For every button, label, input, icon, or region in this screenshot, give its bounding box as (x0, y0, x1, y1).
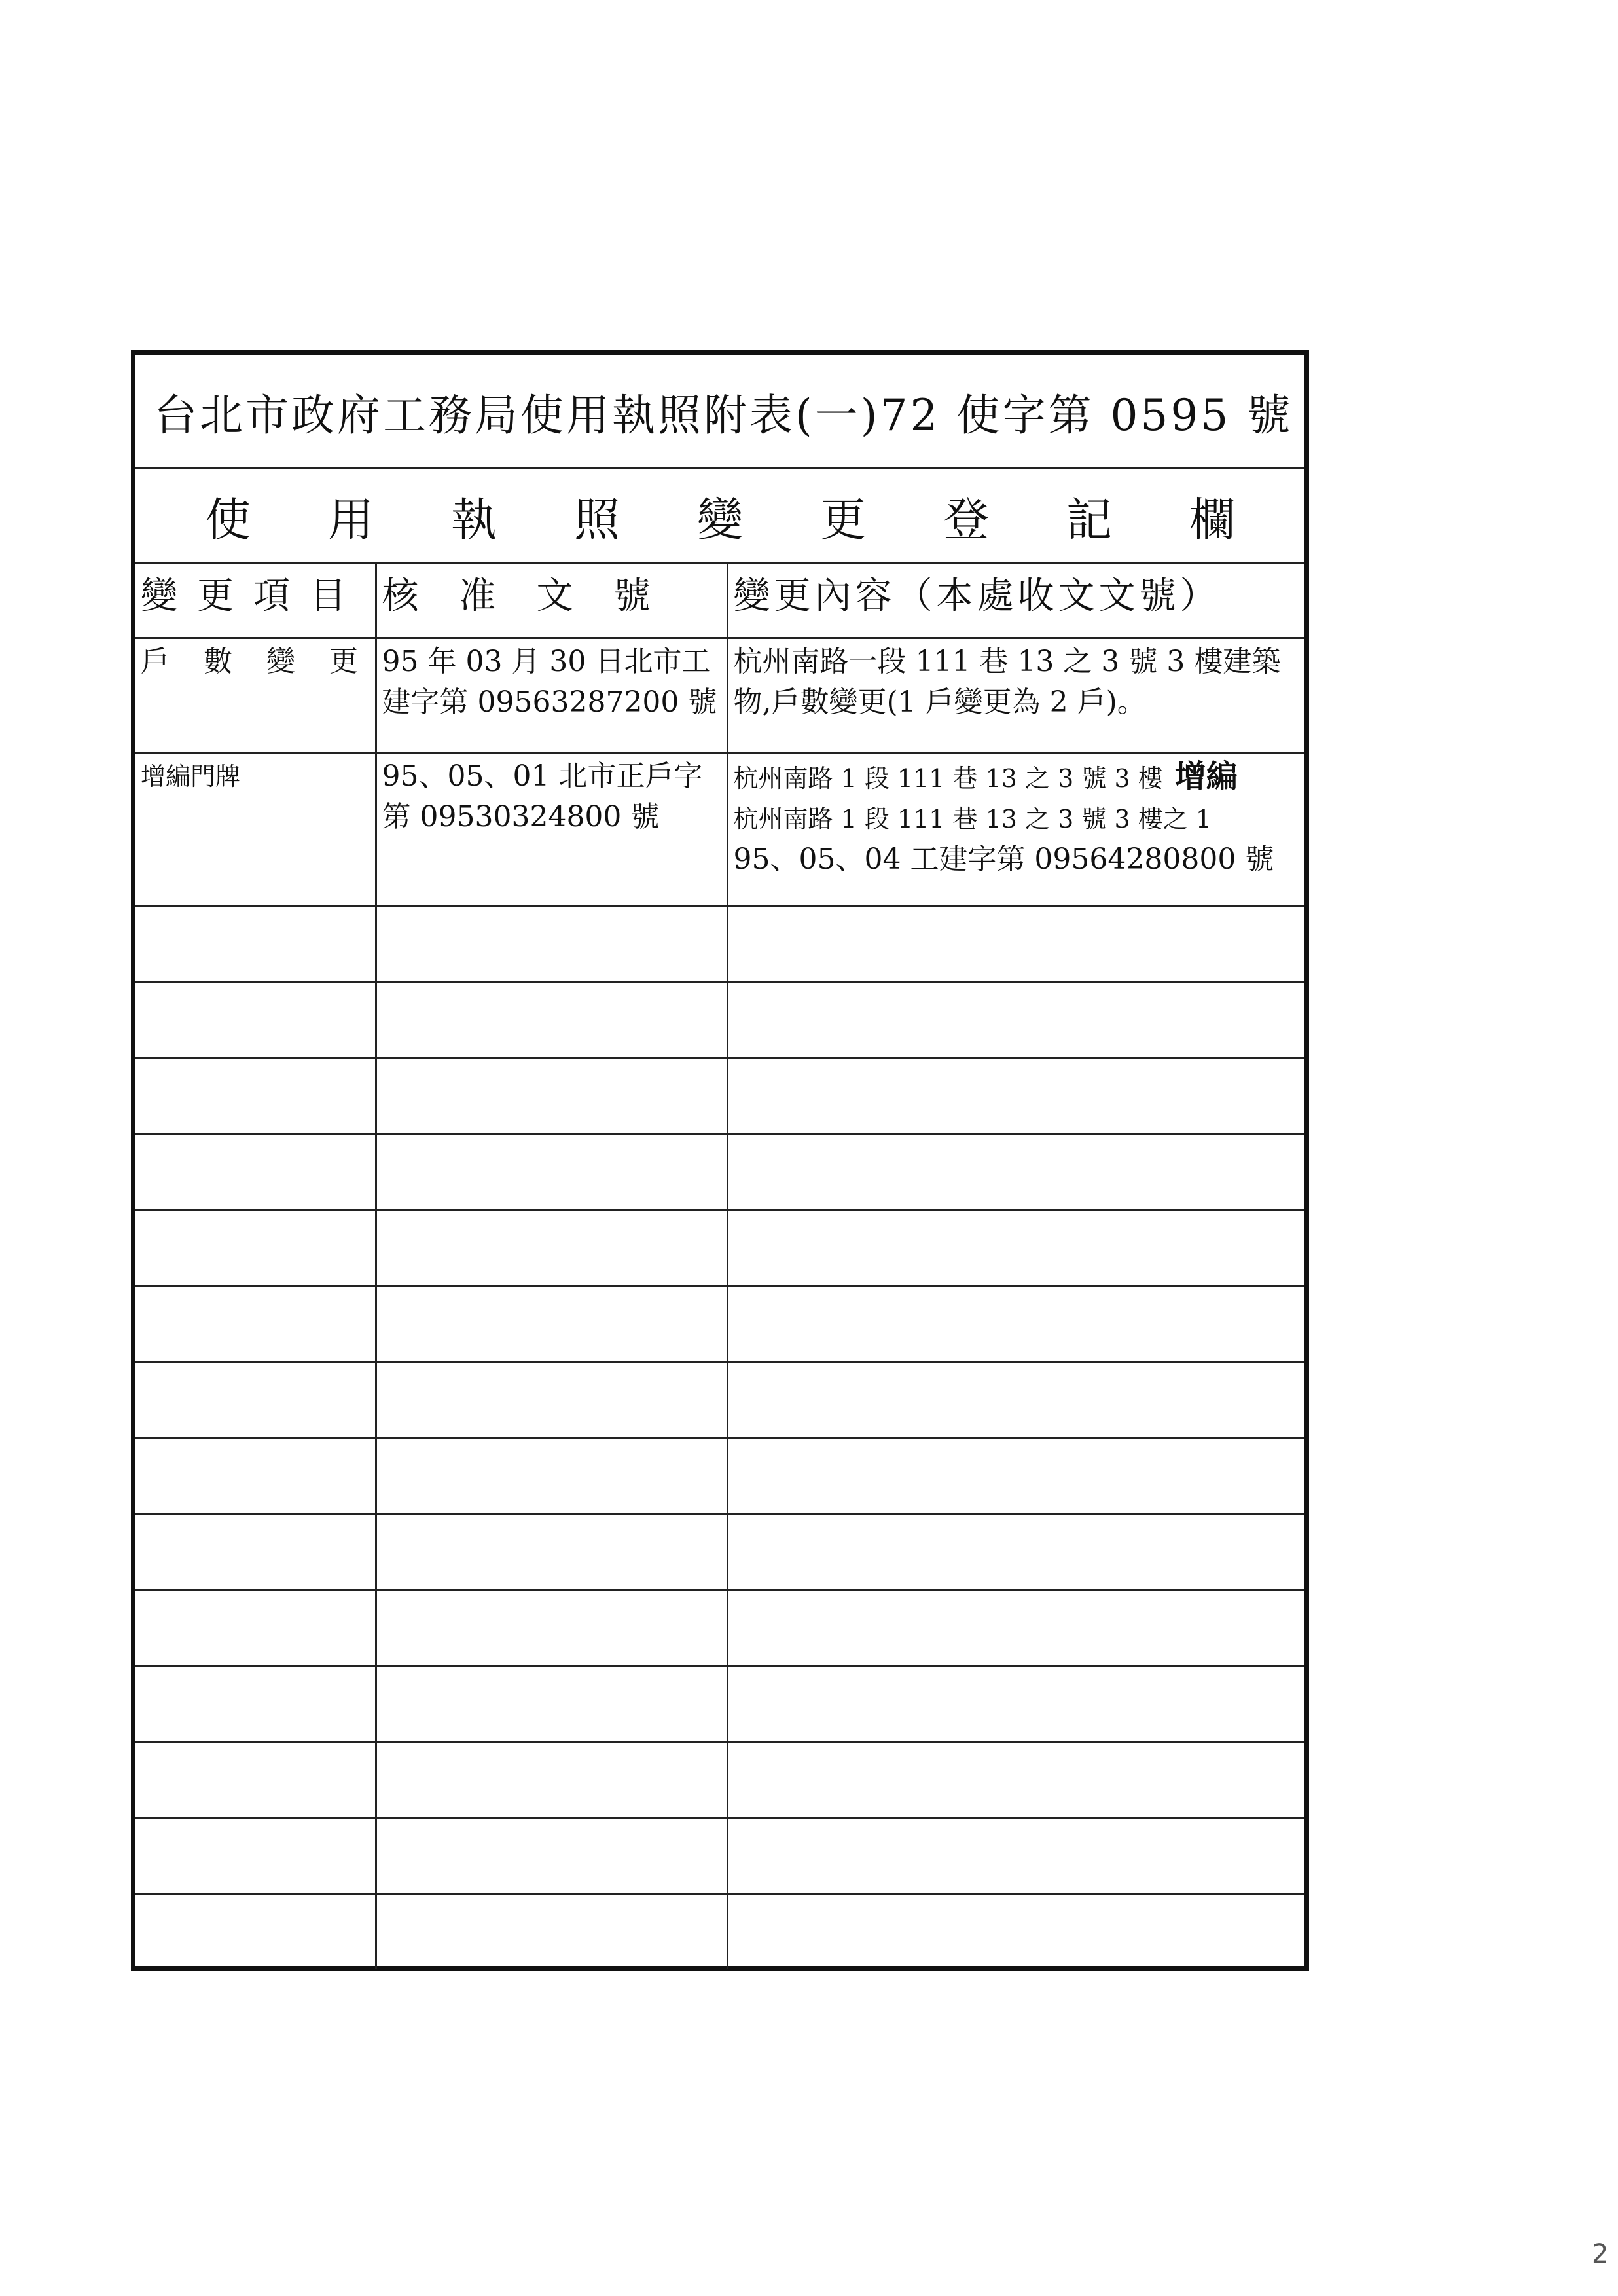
header-approval-number: 核准文號 (376, 564, 727, 638)
blank-cell (376, 1210, 727, 1286)
blank-cell (135, 1590, 376, 1666)
blank-cell (376, 906, 727, 982)
row-2-content-line-3: 95、05、04 工建字第 09564280800 號 (733, 842, 1274, 876)
page-mark: 2 (1592, 2239, 1609, 2269)
blank-cell (135, 1362, 376, 1438)
blank-cell (135, 1058, 376, 1134)
blank-cell (135, 1817, 376, 1893)
blank-cell (135, 906, 376, 982)
usage-license-form (131, 350, 1312, 1971)
form-title-row (135, 355, 1304, 469)
blank-cell (727, 1666, 1304, 1741)
table-row (135, 1514, 1304, 1590)
blank-cell (727, 1741, 1304, 1817)
table-row (135, 1893, 1304, 1969)
blank-cell (727, 1817, 1304, 1893)
table-row (135, 1590, 1304, 1666)
blank-cell (135, 1210, 376, 1286)
row-2-approval-cell (376, 752, 727, 906)
blank-cell (727, 1210, 1304, 1286)
table-row (135, 1210, 1304, 1286)
header-change-item: 變更項目 (135, 564, 376, 638)
row-1-content-line-2: 物,戶數變更(1 戶變更為 2 戶)。 (733, 685, 1146, 719)
blank-cell (135, 1514, 376, 1590)
table-row (135, 1666, 1304, 1741)
row-1-approval-cell (376, 638, 727, 752)
table-row (135, 1741, 1304, 1817)
blank-cell (376, 1134, 727, 1210)
row-1-item-cell (135, 638, 392, 752)
blank-cell (135, 1893, 376, 1969)
blank-cell (135, 982, 376, 1058)
blank-cell (376, 1666, 727, 1741)
table-row (135, 1134, 1304, 1210)
blank-cell (376, 1590, 727, 1666)
header-change-content: 變更內容（本處收文文號） (727, 564, 1304, 638)
blank-cell (727, 1514, 1304, 1590)
blank-cell (376, 1741, 727, 1817)
blank-cell (727, 1134, 1304, 1210)
blank-cell (376, 1286, 727, 1362)
table-row (135, 1058, 1304, 1134)
row-2-approval-line-1: 95、05、01 北市正戶字 (382, 759, 703, 793)
blank-cell (135, 1741, 376, 1817)
blank-cell (376, 1514, 727, 1590)
row-2-approval-line-2: 第 09530324800 號 (382, 799, 660, 833)
form-subtitle-row (135, 469, 1312, 564)
row-1-approval-line-1: 95 年 03 月 30 日北市工 (382, 644, 711, 678)
blank-cell (727, 1590, 1304, 1666)
blank-cell (135, 1666, 376, 1741)
table-row (135, 752, 1304, 906)
blank-cell (376, 1893, 727, 1969)
form-title: 台北市政府工務局使用執照附表(一)72 使字第 0595 號 (154, 390, 1293, 441)
blank-cell (376, 982, 727, 1058)
blank-cell (135, 1134, 376, 1210)
blank-cell (727, 1362, 1304, 1438)
blank-cell (727, 1438, 1304, 1514)
table-row (135, 1438, 1304, 1514)
row-1-content-cell (727, 638, 1304, 752)
table-row (135, 1286, 1304, 1362)
blank-cell (376, 1817, 727, 1893)
blank-cell (727, 982, 1304, 1058)
form-subtitle: 使用執照變更登記欄 (205, 492, 1312, 547)
table-row (135, 1362, 1304, 1438)
table-row (135, 1817, 1304, 1893)
blank-cell (727, 1286, 1304, 1362)
blank-cell (376, 1058, 727, 1134)
row-2-item-cell (135, 752, 376, 906)
blank-cell (727, 1058, 1304, 1134)
blank-cell (135, 1438, 376, 1514)
blank-cell (135, 1286, 376, 1362)
row-1-item: 戶數變更 (141, 644, 392, 678)
blank-cell (376, 1362, 727, 1438)
table-row (135, 638, 1304, 752)
row-1-approval-line-2: 建字第 09563287200 號 (382, 685, 717, 719)
row-2-content-cell (727, 752, 1304, 906)
row-2-content-line-1 (734, 756, 1300, 799)
table-row (135, 906, 1304, 982)
row-2-old-address: 杭州南路 1 段 111 巷 13 之 3 號 3 樓 (733, 763, 1163, 793)
table-row (135, 982, 1304, 1058)
change-record-table (135, 564, 1304, 1969)
table-header-row (135, 564, 1304, 638)
blank-cell (376, 1438, 727, 1514)
row-2-item: 增編門牌 (141, 761, 241, 791)
row-2-content-line-2: 杭州南路 1 段 111 巷 13 之 3 號 3 樓之 1 (733, 804, 1212, 833)
row-2-added-tag: 增編 (1174, 757, 1238, 795)
row-1-content-line-1: 杭州南路一段 111 巷 13 之 3 號 3 樓建築 (733, 644, 1281, 678)
blank-cell (727, 906, 1304, 982)
blank-cell (727, 1893, 1304, 1969)
